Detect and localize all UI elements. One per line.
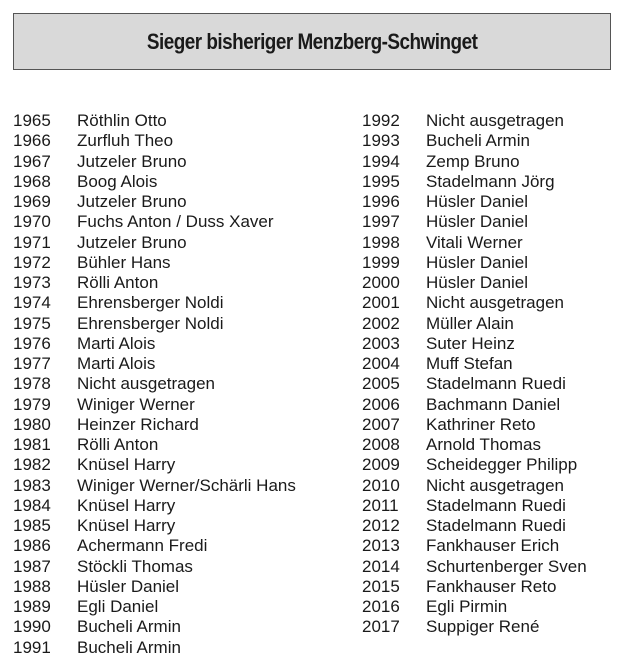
- winner-entry: [13, 557, 353, 577]
- winner-year: 1992: [362, 111, 400, 130]
- winner-name: Nicht ausgetragen: [426, 293, 564, 313]
- winner-entry: [13, 536, 353, 556]
- winner-entry: [362, 152, 624, 172]
- winner-entry: [362, 334, 624, 354]
- winner-name: Zemp Bruno: [426, 151, 520, 171]
- winner-year: 2012: [362, 516, 400, 535]
- winner-year: 2009: [362, 455, 400, 475]
- winner-name: Stöckli Thomas: [77, 556, 193, 576]
- winner-name: Fankhauser Erich: [426, 536, 560, 556]
- winner-entry: [362, 212, 624, 232]
- winner-year: 1970: [13, 212, 51, 232]
- winner-entry: [13, 152, 353, 172]
- winner-year: 2004: [362, 354, 400, 373]
- winner-year: 1987: [13, 556, 51, 576]
- winner-entry: [362, 516, 624, 536]
- winners-list-right: [362, 111, 624, 638]
- winner-year: 1988: [13, 576, 51, 596]
- winner-year: 2010: [362, 475, 400, 495]
- winner-name: Bucheli Armin: [77, 617, 181, 637]
- winner-year: 2006: [362, 394, 400, 414]
- winner-year: 2003: [362, 333, 400, 353]
- winner-name: Achermann Fredi: [77, 536, 208, 556]
- winner-name: Röthlin Otto: [77, 111, 167, 130]
- winner-entry: [13, 314, 353, 334]
- winner-name: Ehrensberger Noldi: [77, 313, 224, 333]
- winner-entry: [13, 597, 353, 617]
- winner-year: 1993: [362, 131, 400, 151]
- winner-year: 2016: [362, 597, 400, 616]
- title-box: [13, 13, 611, 70]
- winner-entry: [362, 131, 624, 151]
- winner-name: Jutzeler Bruno: [77, 151, 187, 171]
- winner-entry: [13, 476, 353, 496]
- winner-year: 1975: [13, 313, 51, 333]
- winner-name: Vitali Werner: [426, 232, 523, 252]
- winner-name: Winiger Werner/Schärli Hans: [77, 475, 296, 495]
- winner-year: 2002: [362, 313, 400, 333]
- winner-year: 1985: [13, 516, 51, 535]
- winner-entry: [13, 577, 353, 597]
- winner-name: Bucheli Armin: [77, 637, 181, 657]
- winner-name: Heinzer Richard: [77, 414, 199, 434]
- winner-entry: [13, 212, 353, 232]
- winner-year: 1989: [13, 597, 51, 616]
- winner-name: Egli Daniel: [77, 597, 159, 616]
- winner-year: 1968: [13, 171, 51, 191]
- winner-entry: [13, 415, 353, 435]
- winner-entry: [13, 273, 353, 293]
- winner-entry: [362, 111, 624, 131]
- winner-year: 1966: [13, 131, 51, 151]
- winner-name: Nicht ausgetragen: [426, 111, 564, 130]
- winner-year: 1976: [13, 333, 51, 353]
- winner-year: 1999: [362, 252, 400, 272]
- winner-entry: [362, 233, 624, 253]
- winner-entry: [362, 273, 624, 293]
- winner-entry: [362, 314, 624, 334]
- winner-entry: [362, 253, 624, 273]
- winner-name: Hüsler Daniel: [77, 576, 180, 596]
- winner-year: 2013: [362, 536, 400, 556]
- winner-entry: [13, 617, 353, 637]
- winner-name: Marti Alois: [77, 354, 156, 373]
- winner-name: Nicht ausgetragen: [426, 475, 564, 495]
- winner-year: 2017: [362, 617, 400, 637]
- winner-name: Fuchs Anton / Duss Xaver: [77, 212, 274, 232]
- winner-year: 1967: [13, 151, 51, 171]
- winner-entry: [362, 617, 624, 637]
- winner-name: Knüsel Harry: [77, 516, 176, 535]
- winner-name: Boog Alois: [77, 171, 158, 191]
- winner-name: Rölli Anton: [77, 435, 159, 454]
- winner-name: Stadelmann Jörg: [426, 171, 555, 191]
- winner-name: Bachmann Daniel: [426, 394, 561, 414]
- winner-year: 1984: [13, 495, 51, 515]
- winner-name: Müller Alain: [426, 313, 514, 333]
- winner-entry: [13, 233, 353, 253]
- winner-entry: [362, 455, 624, 475]
- winner-entry: [362, 374, 624, 394]
- winner-entry: [13, 293, 353, 313]
- winner-year: 1998: [362, 232, 400, 252]
- winner-year: 2007: [362, 414, 400, 434]
- winner-entry: [362, 192, 624, 212]
- winner-entry: [13, 111, 353, 131]
- winner-year: 2014: [362, 556, 400, 576]
- winner-name: Nicht ausgetragen: [77, 374, 215, 394]
- winner-entry: [362, 557, 624, 577]
- winner-year: 2008: [362, 435, 400, 454]
- winner-name: Knüsel Harry: [77, 495, 176, 515]
- winner-year: 1982: [13, 455, 51, 475]
- winner-name: Muff Stefan: [426, 354, 513, 373]
- winner-entry: [13, 516, 353, 536]
- winner-name: Fankhauser Reto: [426, 576, 557, 596]
- winner-year: 2005: [362, 374, 400, 394]
- winner-year: 1991: [13, 637, 51, 657]
- winner-name: Egli Pirmin: [426, 597, 508, 616]
- winner-name: Hüsler Daniel: [426, 252, 529, 272]
- winner-year: 1996: [362, 192, 400, 211]
- winner-entry: [13, 496, 353, 516]
- winner-name: Kathriner Reto: [426, 414, 536, 434]
- winner-name: Suppiger René: [426, 617, 540, 637]
- winner-entry: [362, 577, 624, 597]
- winner-entry: [362, 172, 624, 192]
- winner-year: 1995: [362, 171, 400, 191]
- winner-year: 2000: [362, 273, 400, 292]
- winner-name: Jutzeler Bruno: [77, 232, 187, 252]
- winner-name: Knüsel Harry: [77, 455, 176, 475]
- winner-year: 1980: [13, 414, 51, 434]
- winner-entry: [13, 253, 353, 273]
- winner-year: 1986: [13, 536, 51, 556]
- winner-name: Winiger Werner: [77, 394, 195, 414]
- winner-name: Hüsler Daniel: [426, 192, 529, 211]
- winner-name: Rölli Anton: [77, 273, 159, 292]
- winner-name: Bühler Hans: [77, 252, 171, 272]
- winner-name: Scheidegger Philipp: [426, 455, 578, 475]
- winner-name: Hüsler Daniel: [426, 273, 529, 292]
- winners-list-left: [13, 111, 353, 658]
- winner-year: 1994: [362, 151, 400, 171]
- winner-entry: [13, 131, 353, 151]
- winner-entry: [362, 476, 624, 496]
- winner-year: 1969: [13, 192, 51, 211]
- winner-entry: [362, 597, 624, 617]
- winner-year: 1977: [13, 354, 51, 373]
- winner-year: 1973: [13, 273, 51, 292]
- winner-year: 1983: [13, 475, 51, 495]
- winner-entry: [13, 334, 353, 354]
- winner-name: Suter Heinz: [426, 333, 515, 353]
- winner-year: 2011: [362, 495, 399, 515]
- winner-year: 1974: [13, 293, 51, 313]
- winner-year: 1972: [13, 252, 51, 272]
- winner-name: Schurtenberger Sven: [426, 556, 587, 576]
- winner-entry: [13, 172, 353, 192]
- winner-entry: [362, 415, 624, 435]
- winner-year: 2015: [362, 576, 400, 596]
- winner-entry: [362, 536, 624, 556]
- winner-entry: [362, 354, 624, 374]
- winner-year: 1978: [13, 374, 51, 394]
- winner-entry: [13, 192, 353, 212]
- winner-name: Zurfluh Theo: [77, 131, 174, 151]
- winner-entry: [362, 395, 624, 415]
- page-title: Sieger bisheriger Menzberg-Schwinget: [146, 28, 478, 54]
- winner-name: Jutzeler Bruno: [77, 192, 187, 211]
- winner-entry: [13, 435, 353, 455]
- winner-year: 2001: [362, 293, 400, 313]
- winner-year: 1981: [13, 435, 51, 454]
- winner-entry: [362, 435, 624, 455]
- winner-name: Arnold Thomas: [426, 435, 541, 454]
- winner-year: 1979: [13, 394, 51, 414]
- winner-name: Ehrensberger Noldi: [77, 293, 224, 313]
- winner-name: Stadelmann Ruedi: [426, 516, 566, 535]
- winner-year: 1971: [13, 232, 51, 252]
- winner-entry: [13, 395, 353, 415]
- winner-entry: [13, 374, 353, 394]
- winner-entry: [362, 496, 624, 516]
- winner-name: Marti Alois: [77, 333, 156, 353]
- winner-entry: [13, 354, 353, 374]
- winner-entry: [13, 638, 353, 658]
- winner-name: Stadelmann Ruedi: [426, 374, 566, 394]
- winner-entry: [362, 293, 624, 313]
- winner-year: 1965: [13, 111, 51, 130]
- winner-name: Hüsler Daniel: [426, 212, 529, 232]
- winner-year: 1997: [362, 212, 400, 232]
- winner-entry: [13, 455, 353, 475]
- winner-name: Stadelmann Ruedi: [426, 495, 566, 515]
- winner-name: Bucheli Armin: [426, 131, 530, 151]
- winner-year: 1990: [13, 617, 51, 637]
